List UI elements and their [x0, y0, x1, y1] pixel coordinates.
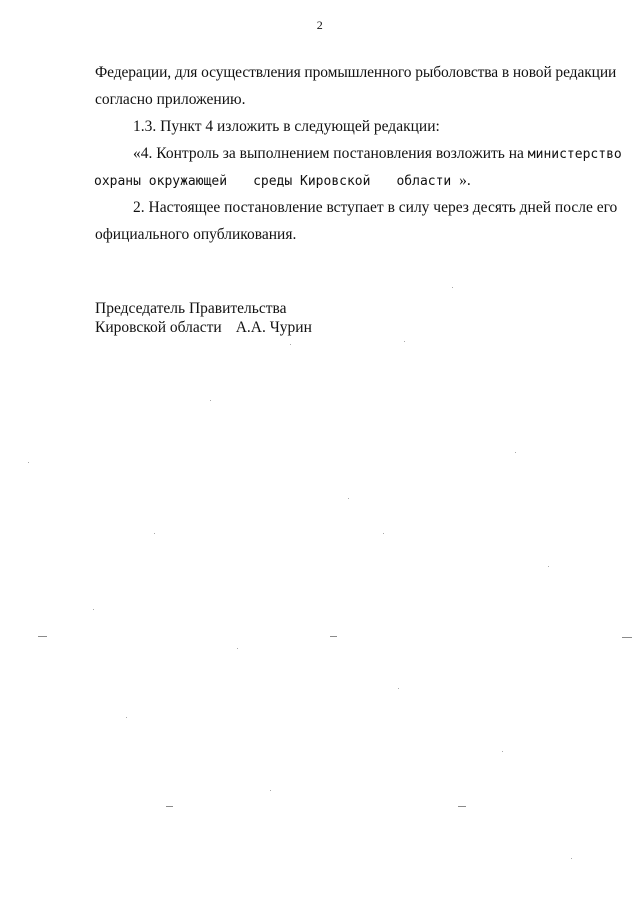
scan-speck — [458, 806, 466, 807]
scan-dot — [290, 344, 291, 345]
signature-title: Председатель Правительства — [95, 300, 287, 317]
body-line-5: 2. Настоящее постановление вступает в силу через десять дней после его — [133, 199, 618, 216]
scan-speck — [622, 637, 632, 638]
scan-dot — [571, 858, 572, 859]
scan-dot — [515, 452, 516, 453]
quoted-clause-line-1 — [133, 145, 622, 164]
page-number: 2 — [316, 18, 324, 32]
scan-dot — [383, 533, 384, 534]
scan-dot — [154, 533, 155, 534]
clause-heading: 1.3. Пункт 4 изложить в следующей редакции: — [133, 118, 440, 135]
inserted-text-1: охраны окружающей — [94, 174, 228, 189]
scan-speck — [38, 636, 47, 637]
scan-dot — [452, 287, 453, 288]
scan-dot — [502, 751, 503, 752]
scan-dot — [237, 648, 238, 649]
body-line-1: Федерации, для осуществления промышленного рыболовства в новой редакции — [95, 64, 617, 81]
signature-region: Кировской области — [95, 319, 222, 336]
scan-dot — [210, 400, 211, 401]
scan-dot — [348, 498, 349, 499]
scan-speck — [330, 636, 337, 637]
signature-name: А.А. Чурин — [235, 319, 312, 336]
scan-dot — [126, 717, 127, 718]
body-line-6: официального опубликования. — [95, 226, 297, 243]
signature-line — [95, 319, 312, 337]
scan-speck — [166, 806, 173, 807]
scan-dot — [398, 688, 399, 689]
scan-dot — [28, 462, 29, 463]
scan-dot — [404, 341, 405, 342]
scan-dot — [548, 566, 549, 567]
scan-dot — [93, 609, 94, 610]
closing-quote: ». — [459, 172, 471, 189]
scan-dot — [270, 790, 271, 791]
body-line-2: согласно приложению. — [95, 91, 246, 108]
inserted-word: министерство — [527, 147, 622, 162]
quoted-clause-line-2 — [94, 172, 471, 191]
inserted-text-2: среды Кировской — [253, 174, 371, 189]
inserted-text-3: области — [396, 174, 452, 189]
quoted-clause-text: «4. Контроль за выполнением постановления возложить на — [133, 145, 524, 162]
